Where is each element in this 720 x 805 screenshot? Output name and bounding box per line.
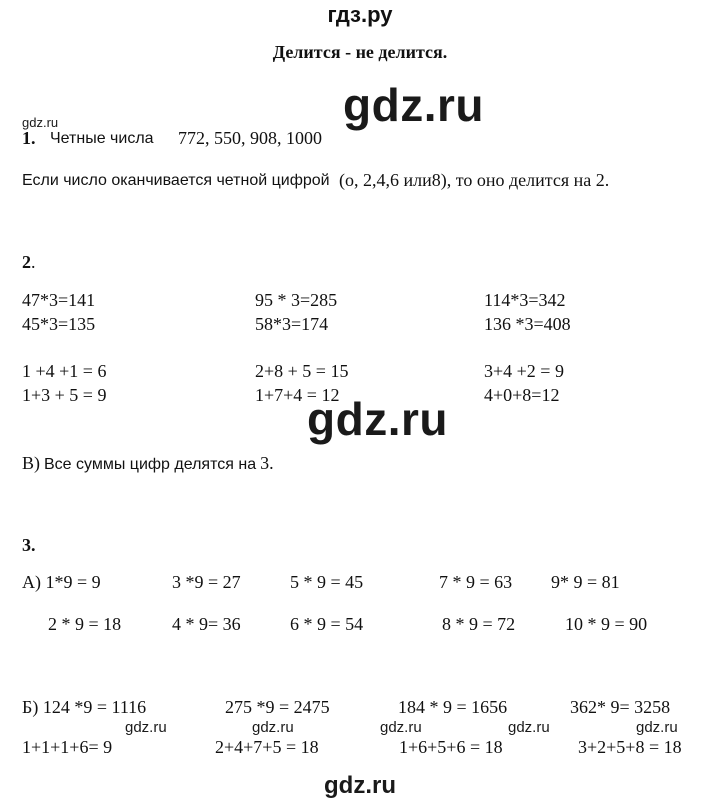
task3-a-cell: А) 1*9 = 9: [22, 572, 101, 592]
task1-number: 1.: [22, 128, 36, 148]
task2-cell: 58*3=174: [255, 314, 329, 334]
watermark-row-1: gdz.ru: [125, 719, 167, 736]
task3-a-cell: 3 *9 = 27: [172, 572, 241, 592]
task1-rule-b: (о, 2,4,6 или8), то оно делится на 2.: [339, 170, 610, 190]
task3-a-cell: 7 * 9 = 63: [439, 572, 513, 592]
task2-cell: 1+3 + 5 = 9: [22, 385, 107, 405]
task2-cell: 1+7+4 = 12: [255, 385, 340, 405]
watermark-top: gdz.ru: [343, 79, 484, 131]
watermark-row-5: gdz.ru: [636, 719, 678, 736]
task3-a-cell: 6 * 9 = 54: [290, 614, 364, 634]
watermark-small-top: gdz.ru: [22, 115, 59, 130]
task1-label: Четные числа: [50, 130, 154, 147]
task3-b-cell: 2+4+7+5 = 18: [215, 737, 319, 757]
task3-b-cell: 1+1+1+6= 9: [22, 737, 113, 757]
watermark-row-2: gdz.ru: [252, 719, 294, 736]
task2-cell: 2+8 + 5 = 15: [255, 361, 349, 381]
task2-conclusion-text: Все суммы цифр делятся на: [44, 456, 257, 473]
task2-cell: 95 * 3=285: [255, 290, 338, 310]
watermark-row-4: gdz.ru: [508, 719, 550, 736]
task3-b-cell: 1+6+5+6 = 18: [399, 737, 503, 757]
task3-a-cell: 2 * 9 = 18: [48, 614, 122, 634]
task2-conclusion: [22, 453, 274, 474]
task2-cell: 47*3=141: [22, 290, 96, 310]
task2-conclusion-end: 3.: [260, 453, 274, 473]
watermark-footer: gdz.ru: [324, 772, 396, 799]
task3-a-cell: 4 * 9= 36: [172, 614, 241, 634]
task3-b-cell: 362* 9= 3258: [570, 697, 671, 717]
task2-cell: 114*3=342: [484, 290, 566, 310]
task2-cell: 1 +4 +1 = 6: [22, 361, 107, 381]
task3-a-cell: 8 * 9 = 72: [442, 614, 516, 634]
task1-rule-a: Если число оканчивается четной цифрой: [22, 172, 330, 189]
site-header[interactable]: гдз.ру: [327, 2, 393, 27]
watermark-middle: gdz.ru: [307, 393, 448, 445]
task2-cell: 3+4 +2 = 9: [484, 361, 564, 381]
task2-cell: 45*3=135: [22, 314, 96, 334]
watermark-row-3: gdz.ru: [380, 719, 422, 736]
task3-b-cell: 275 *9 = 2475: [225, 697, 330, 717]
task1-numbers: 772, 550, 908, 1000: [178, 128, 322, 148]
task2-number-dot: .: [31, 252, 36, 272]
task2-cell: 4+0+8=12: [484, 385, 560, 405]
task3-a-cell: 9* 9 = 81: [551, 572, 620, 592]
task3-a-cell: 10 * 9 = 90: [565, 614, 648, 634]
page-title: Делится - не делится.: [272, 42, 448, 62]
task2-cell: 136 *3=408: [484, 314, 571, 334]
task2-conclusion-prefix: В): [22, 453, 40, 473]
task3-b-cell: 184 * 9 = 1656: [398, 697, 508, 717]
task2-number: [22, 252, 36, 273]
task3-number: 3.: [22, 535, 36, 555]
task2-number-digit: 2: [22, 252, 31, 272]
task3-b-cell: 3+2+5+8 = 18: [578, 737, 682, 757]
task3-b-cell: Б) 124 *9 = 1116: [22, 697, 147, 717]
task3-a-cell: 5 * 9 = 45: [290, 572, 364, 592]
